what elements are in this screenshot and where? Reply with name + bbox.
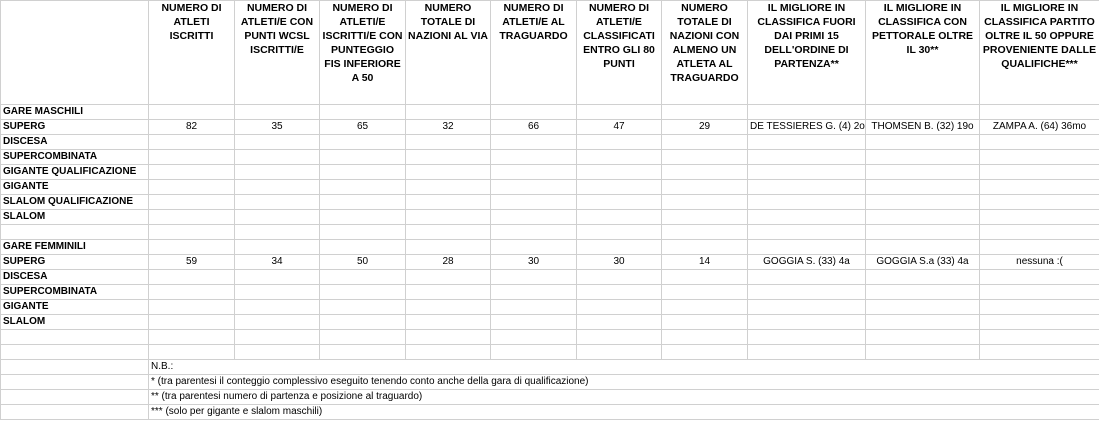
race-label[interactable]: SUPERG (1, 120, 149, 135)
data-cell[interactable] (980, 315, 1099, 330)
empty-cell[interactable] (1, 360, 149, 375)
data-cell[interactable] (491, 270, 577, 285)
empty-cell[interactable] (980, 330, 1099, 345)
data-cell[interactable] (406, 300, 491, 315)
data-cell[interactable] (320, 195, 406, 210)
data-cell[interactable] (577, 150, 662, 165)
data-cell[interactable] (577, 285, 662, 300)
race-label[interactable]: GIGANTE QUALIFICAZIONE (1, 165, 149, 180)
empty-cell[interactable] (866, 225, 980, 240)
data-cell[interactable] (149, 135, 235, 150)
empty-cell[interactable] (980, 105, 1099, 120)
empty-cell[interactable] (662, 105, 748, 120)
data-cell[interactable]: DE TESSIERES G. (4) 2o (748, 120, 866, 135)
empty-cell[interactable] (577, 225, 662, 240)
race-row (1, 180, 1099, 195)
data-cell[interactable]: 14 (662, 255, 748, 270)
race-row (1, 120, 1099, 135)
empty-cell[interactable] (149, 345, 235, 360)
data-cell[interactable] (406, 315, 491, 330)
column-header[interactable]: NUMERO DI ATLETI/E CLASSIFICATI ENTRO GLI 80 PUNTI (577, 1, 662, 105)
column-header[interactable]: NUMERO TOTALE DI NAZIONI AL VIA (406, 1, 491, 105)
data-cell[interactable]: 65 (320, 120, 406, 135)
data-cell[interactable] (748, 150, 866, 165)
data-cell[interactable] (491, 165, 577, 180)
empty-cell[interactable] (980, 225, 1099, 240)
data-cell[interactable] (320, 135, 406, 150)
data-cell[interactable] (662, 180, 748, 195)
data-cell[interactable] (491, 315, 577, 330)
race-label[interactable]: SLALOM QUALIFICAZIONE (1, 195, 149, 210)
race-label[interactable]: DISCESA (1, 270, 149, 285)
spacer-row (1, 345, 1099, 360)
empty-cell[interactable] (748, 345, 866, 360)
data-cell[interactable] (866, 315, 980, 330)
empty-cell[interactable] (320, 345, 406, 360)
data-cell[interactable]: 47 (577, 120, 662, 135)
empty-cell[interactable] (662, 240, 748, 255)
empty-cell[interactable] (1, 330, 149, 345)
data-cell[interactable] (320, 150, 406, 165)
empty-cell[interactable] (149, 240, 235, 255)
data-cell[interactable] (491, 195, 577, 210)
data-cell[interactable]: 28 (406, 255, 491, 270)
data-cell[interactable] (866, 210, 980, 225)
race-row (1, 135, 1099, 150)
data-cell[interactable] (149, 195, 235, 210)
data-cell[interactable]: 34 (235, 255, 320, 270)
note-row (1, 390, 1099, 405)
empty-cell[interactable] (491, 330, 577, 345)
data-cell[interactable] (662, 270, 748, 285)
data-cell[interactable] (980, 180, 1099, 195)
data-cell[interactable] (577, 315, 662, 330)
race-row (1, 210, 1099, 225)
empty-cell[interactable] (1, 390, 149, 405)
race-label[interactable]: SLALOM (1, 210, 149, 225)
data-cell[interactable] (320, 315, 406, 330)
race-row (1, 270, 1099, 285)
data-cell[interactable] (748, 270, 866, 285)
empty-cell[interactable] (491, 345, 577, 360)
race-row (1, 315, 1099, 330)
data-cell[interactable] (662, 150, 748, 165)
data-cell[interactable] (866, 270, 980, 285)
note-line[interactable]: * (tra parentesi il conteggio complessivo eseguito tenendo conto anche della gara di qualificazione) (149, 375, 1099, 390)
data-cell[interactable] (406, 285, 491, 300)
race-label[interactable]: SUPERG (1, 255, 149, 270)
data-cell[interactable] (577, 210, 662, 225)
empty-cell[interactable] (406, 330, 491, 345)
note-line[interactable]: *** (solo per gigante e slalom maschili) (149, 405, 1099, 420)
column-header[interactable]: IL MIGLIORE IN CLASSIFICA PARTITO OLTRE IL 50 OPPURE PROVENIENTE DALLE QUALIFICHE*** (980, 1, 1099, 105)
empty-cell[interactable] (491, 105, 577, 120)
data-cell[interactable] (577, 165, 662, 180)
data-cell[interactable] (320, 165, 406, 180)
data-cell[interactable] (235, 210, 320, 225)
empty-cell[interactable] (491, 240, 577, 255)
data-cell[interactable] (491, 180, 577, 195)
empty-cell[interactable] (980, 240, 1099, 255)
empty-cell[interactable] (748, 330, 866, 345)
data-cell[interactable] (980, 285, 1099, 300)
race-row (1, 195, 1099, 210)
data-cell[interactable]: 32 (406, 120, 491, 135)
empty-cell[interactable] (320, 330, 406, 345)
data-cell[interactable] (149, 270, 235, 285)
data-cell[interactable]: 29 (662, 120, 748, 135)
data-cell[interactable] (406, 210, 491, 225)
data-cell[interactable] (748, 210, 866, 225)
data-cell[interactable] (980, 165, 1099, 180)
data-cell[interactable] (320, 300, 406, 315)
column-header[interactable]: NUMERO DI ATLETI/E CON PUNTI WCSL ISCRITTI/E (235, 1, 320, 105)
data-cell[interactable] (235, 285, 320, 300)
corner-cell[interactable] (1, 1, 149, 105)
data-cell[interactable]: nessuna :( (980, 255, 1099, 270)
empty-cell[interactable] (1, 405, 149, 420)
data-cell[interactable] (577, 195, 662, 210)
data-cell[interactable] (406, 150, 491, 165)
empty-cell[interactable] (866, 240, 980, 255)
empty-cell[interactable] (235, 225, 320, 240)
column-header[interactable]: NUMERO DI ATLETI/E AL TRAGUARDO (491, 1, 577, 105)
empty-cell[interactable] (577, 330, 662, 345)
column-header[interactable]: IL MIGLIORE IN CLASSIFICA FUORI DAI PRIMI 15 DELL'ORDINE DI PARTENZA** (748, 1, 866, 105)
empty-cell[interactable] (577, 240, 662, 255)
notes-title[interactable]: N.B.: (149, 360, 1099, 375)
empty-cell[interactable] (235, 105, 320, 120)
data-cell[interactable]: 30 (577, 255, 662, 270)
data-cell[interactable] (320, 180, 406, 195)
empty-cell[interactable] (748, 225, 866, 240)
data-cell[interactable] (406, 165, 491, 180)
data-cell[interactable] (149, 300, 235, 315)
data-cell[interactable] (149, 150, 235, 165)
data-cell[interactable] (662, 315, 748, 330)
data-cell[interactable] (980, 150, 1099, 165)
data-cell[interactable] (406, 135, 491, 150)
data-cell[interactable] (235, 315, 320, 330)
data-cell[interactable]: 50 (320, 255, 406, 270)
empty-cell[interactable] (406, 225, 491, 240)
empty-cell[interactable] (866, 345, 980, 360)
data-cell[interactable] (320, 285, 406, 300)
note-row (1, 405, 1099, 420)
data-cell[interactable] (748, 165, 866, 180)
data-cell[interactable] (149, 315, 235, 330)
notes-title-row (1, 360, 1099, 375)
empty-cell[interactable] (577, 345, 662, 360)
note-line[interactable]: ** (tra parentesi numero di partenza e posizione al traguardo) (149, 390, 1099, 405)
empty-cell[interactable] (406, 105, 491, 120)
data-cell[interactable] (748, 315, 866, 330)
data-cell[interactable] (866, 165, 980, 180)
data-cell[interactable] (235, 300, 320, 315)
spacer-row (1, 330, 1099, 345)
data-cell[interactable]: 82 (149, 120, 235, 135)
data-cell[interactable] (235, 150, 320, 165)
data-cell[interactable] (149, 285, 235, 300)
race-label[interactable]: GIGANTE (1, 300, 149, 315)
empty-cell[interactable] (235, 345, 320, 360)
data-cell[interactable] (748, 195, 866, 210)
section-title[interactable]: GARE FEMMINILI (1, 240, 149, 255)
data-cell[interactable]: 35 (235, 120, 320, 135)
data-cell[interactable] (577, 270, 662, 285)
data-cell[interactable]: THOMSEN B. (32) 19o (866, 120, 980, 135)
data-cell[interactable] (491, 150, 577, 165)
empty-cell[interactable] (577, 105, 662, 120)
race-row (1, 165, 1099, 180)
data-cell[interactable]: 59 (149, 255, 235, 270)
data-cell[interactable] (980, 135, 1099, 150)
empty-cell[interactable] (866, 330, 980, 345)
data-cell[interactable] (406, 180, 491, 195)
race-row (1, 255, 1099, 270)
column-header[interactable]: NUMERO DI ATLETI/E ISCRITTI/E CON PUNTEGGIO FIS INFERIORE A 50 (320, 1, 406, 105)
data-cell[interactable] (491, 210, 577, 225)
empty-cell[interactable] (235, 240, 320, 255)
data-cell[interactable] (149, 180, 235, 195)
note-row (1, 375, 1099, 390)
empty-cell[interactable] (491, 225, 577, 240)
data-cell[interactable] (235, 180, 320, 195)
empty-cell[interactable] (235, 330, 320, 345)
data-cell[interactable] (149, 210, 235, 225)
race-row (1, 150, 1099, 165)
data-cell[interactable] (235, 165, 320, 180)
data-cell[interactable] (577, 300, 662, 315)
data-cell[interactable] (406, 270, 491, 285)
data-cell[interactable] (149, 165, 235, 180)
data-cell[interactable] (235, 195, 320, 210)
race-label[interactable]: SUPERCOMBINATA (1, 285, 149, 300)
data-cell[interactable] (748, 180, 866, 195)
men-section-row (1, 105, 1099, 120)
data-cell[interactable]: GOGGIA S. (33) 4a (748, 255, 866, 270)
column-header[interactable]: NUMERO DI ATLETI ISCRITTI (149, 1, 235, 105)
empty-cell[interactable] (149, 225, 235, 240)
data-cell[interactable] (980, 210, 1099, 225)
section-title[interactable]: GARE MASCHILI (1, 105, 149, 120)
empty-cell[interactable] (1, 225, 149, 240)
empty-cell[interactable] (1, 375, 149, 390)
empty-cell[interactable] (149, 105, 235, 120)
data-cell[interactable]: 66 (491, 120, 577, 135)
data-cell[interactable] (866, 135, 980, 150)
data-cell[interactable] (748, 285, 866, 300)
race-row (1, 285, 1099, 300)
data-cell[interactable] (320, 270, 406, 285)
empty-cell[interactable] (662, 345, 748, 360)
header-row (1, 1, 1099, 105)
race-label[interactable]: SLALOM (1, 315, 149, 330)
data-cell[interactable] (866, 300, 980, 315)
data-cell[interactable] (866, 285, 980, 300)
empty-cell[interactable] (980, 345, 1099, 360)
empty-cell[interactable] (406, 345, 491, 360)
data-cell[interactable] (662, 165, 748, 180)
data-cell[interactable]: ZAMPA A. (64) 36mo (980, 120, 1099, 135)
empty-cell[interactable] (149, 330, 235, 345)
empty-cell[interactable] (662, 330, 748, 345)
empty-cell[interactable] (748, 105, 866, 120)
data-cell[interactable] (980, 195, 1099, 210)
data-cell[interactable] (235, 270, 320, 285)
column-header[interactable]: IL MIGLIORE IN CLASSIFICA CON PETTORALE OLTRE IL 30** (866, 1, 980, 105)
race-row (1, 300, 1099, 315)
data-cell[interactable] (662, 285, 748, 300)
column-header[interactable]: NUMERO TOTALE DI NAZIONI CON ALMENO UN ATLETA AL TRAGUARDO (662, 1, 748, 105)
empty-cell[interactable] (662, 225, 748, 240)
spacer-row (1, 225, 1099, 240)
data-cell[interactable] (866, 195, 980, 210)
data-cell[interactable] (866, 180, 980, 195)
empty-cell[interactable] (866, 105, 980, 120)
data-cell[interactable] (491, 285, 577, 300)
data-cell[interactable] (406, 195, 491, 210)
data-cell[interactable] (491, 300, 577, 315)
data-cell[interactable] (577, 180, 662, 195)
data-cell[interactable] (235, 135, 320, 150)
data-cell[interactable] (662, 300, 748, 315)
data-cell[interactable] (980, 300, 1099, 315)
data-cell[interactable] (662, 135, 748, 150)
empty-cell[interactable] (406, 240, 491, 255)
data-cell[interactable]: 30 (491, 255, 577, 270)
empty-cell[interactable] (748, 240, 866, 255)
data-cell[interactable] (320, 210, 406, 225)
data-cell[interactable] (662, 210, 748, 225)
data-cell[interactable] (491, 135, 577, 150)
data-cell[interactable] (980, 270, 1099, 285)
data-cell[interactable] (577, 135, 662, 150)
data-cell[interactable] (748, 135, 866, 150)
data-cell[interactable] (866, 150, 980, 165)
race-label[interactable]: DISCESA (1, 135, 149, 150)
empty-cell[interactable] (320, 240, 406, 255)
data-cell[interactable] (662, 195, 748, 210)
data-cell[interactable] (748, 300, 866, 315)
women-section-row (1, 240, 1099, 255)
data-cell[interactable]: GOGGIA S.a (33) 4a (866, 255, 980, 270)
race-label[interactable]: GIGANTE (1, 180, 149, 195)
empty-cell[interactable] (320, 105, 406, 120)
empty-cell[interactable] (1, 345, 149, 360)
empty-cell[interactable] (320, 225, 406, 240)
race-label[interactable]: SUPERCOMBINATA (1, 150, 149, 165)
